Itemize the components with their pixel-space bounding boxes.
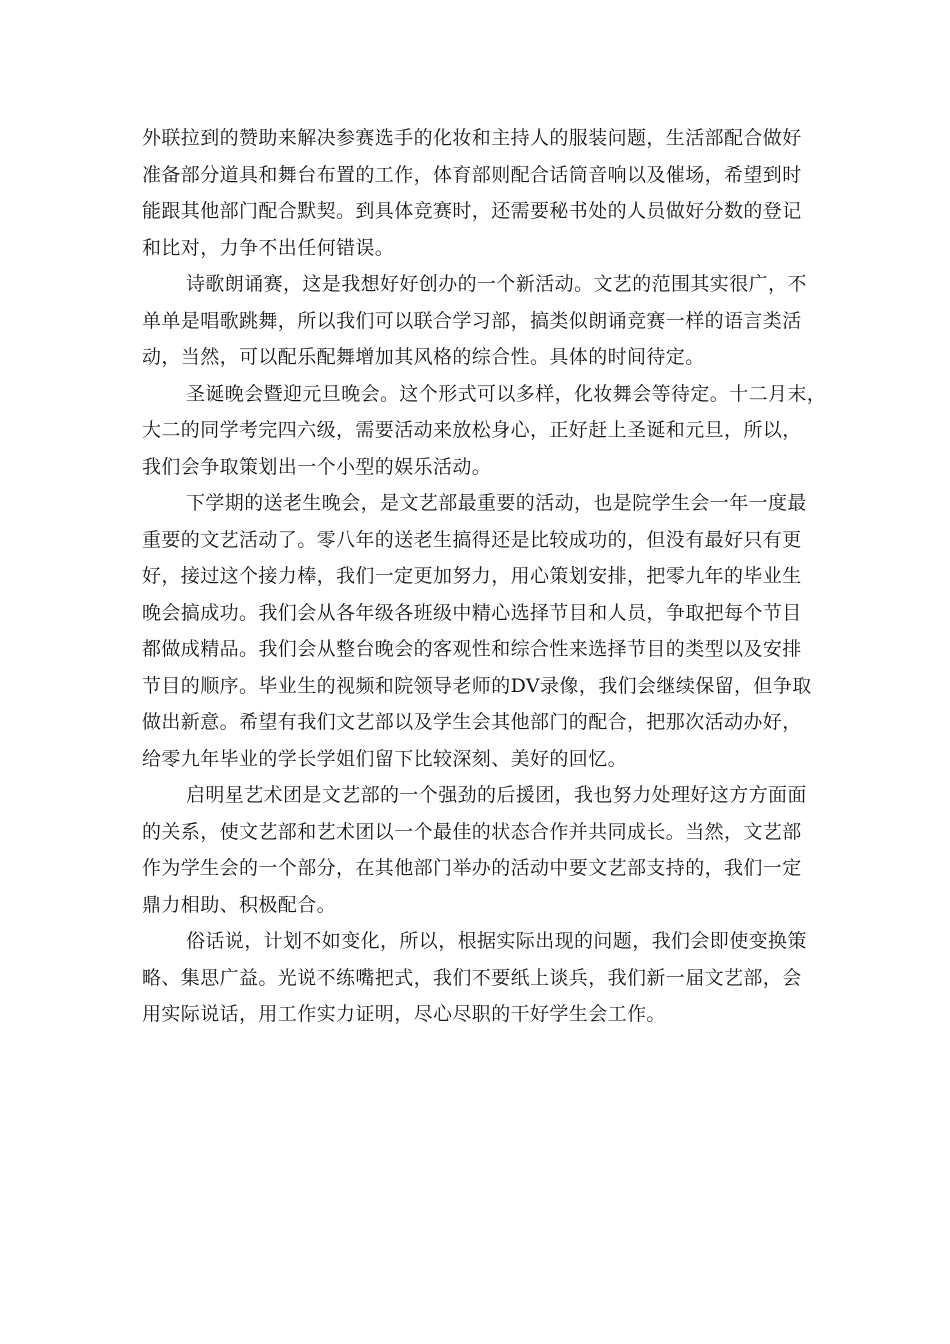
paragraph-first-line: 下学期的送老生晚会，是文艺部最重要的活动，也是院学生会一年一度最 bbox=[186, 492, 807, 514]
text-line: 能跟其他部门配合默契。到具体竞赛时，还需要秘书处的人员做好分数的登记 bbox=[142, 200, 802, 222]
text-line: 略、集思广益。光说不练嘴把式，我们不要纸上谈兵，我们新一届文艺部，会 bbox=[142, 966, 802, 989]
text-line: 节目的顺序。毕业生的视频和院领导老师的DV录像，我们会继续保留，但争取 bbox=[142, 674, 812, 697]
paragraph-first-line: 诗歌朗诵赛，这是我想好好创办的一个新活动。文艺的范围其实很广，不 bbox=[186, 273, 807, 295]
text-line: 鼎力相助、积极配合。 bbox=[142, 893, 337, 916]
paragraph-first-line: 俗话说，计划不如变化，所以，根据实际出现的问题，我们会即使变换策 bbox=[186, 930, 807, 952]
paragraph-first-line: 圣诞晚会暨迎元旦晚会。这个形式可以多样，化妆舞会等待定。十二月末， bbox=[186, 382, 827, 405]
text-line: 给零九年毕业的学长学姐们留下比较深刻、美好的回忆。 bbox=[142, 747, 628, 770]
text-line: 和比对，力争不出任何错误。 bbox=[142, 236, 395, 259]
text-line: 的关系，使文艺部和艺术团以一个最佳的状态合作并共同成长。当然，文艺部 bbox=[142, 820, 802, 843]
text-line: 准备部分道具和舞台布置的工作，体育部则配合话筒音响以及催场，希望到时 bbox=[142, 163, 802, 186]
text-line: 动，当然，可以配乐配舞增加其风格的综合性。具体的时间待定。 bbox=[142, 346, 705, 368]
text-line: 用实际说话，用工作实力证明，尽心尽职的干好学生会工作。 bbox=[142, 1003, 666, 1025]
text-line: 作为学生会的一个部分，在其他部门举办的活动中要文艺部支持的，我们一定 bbox=[142, 857, 802, 879]
text-line: 我们会争取策划出一个小型的娱乐活动。 bbox=[142, 455, 492, 478]
text-line: 重要的文艺活动了。零八年的送老生搞得还是比较成功的，但没有最好只有更 bbox=[142, 528, 802, 551]
text-line: 晚会搞成功。我们会从各年级各班级中精心选择节目和人员，争取把每个节目 bbox=[142, 601, 802, 624]
text-line: 做出新意。希望有我们文艺部以及学生会其他部门的配合，把那次活动办好， bbox=[142, 711, 802, 733]
paragraph-first-line: 启明星艺术团是文艺部的一个强劲的后援团，我也努力处理好这方方面面 bbox=[186, 784, 807, 806]
text-line: 外联拉到的赞助来解决参赛选手的化妆和主持人的服装问题，生活部配合做好 bbox=[142, 127, 802, 149]
text-line: 大二的同学考完四六级，需要活动来放松身心，正好赶上圣诞和元旦，所以， bbox=[142, 419, 802, 441]
text-line: 单单是唱歌跳舞，所以我们可以联合学习部，搞类似朗诵竞赛一样的语言类活 bbox=[142, 309, 802, 332]
text-line: 都做成精品。我们会从整台晚会的客观性和综合性来选择节目的类型以及安排 bbox=[142, 638, 802, 660]
text-line: 好，接过这个接力棒，我们一定更加努力，用心策划安排，把零九年的毕业生 bbox=[142, 565, 802, 587]
document-body bbox=[142, 120, 827, 1033]
